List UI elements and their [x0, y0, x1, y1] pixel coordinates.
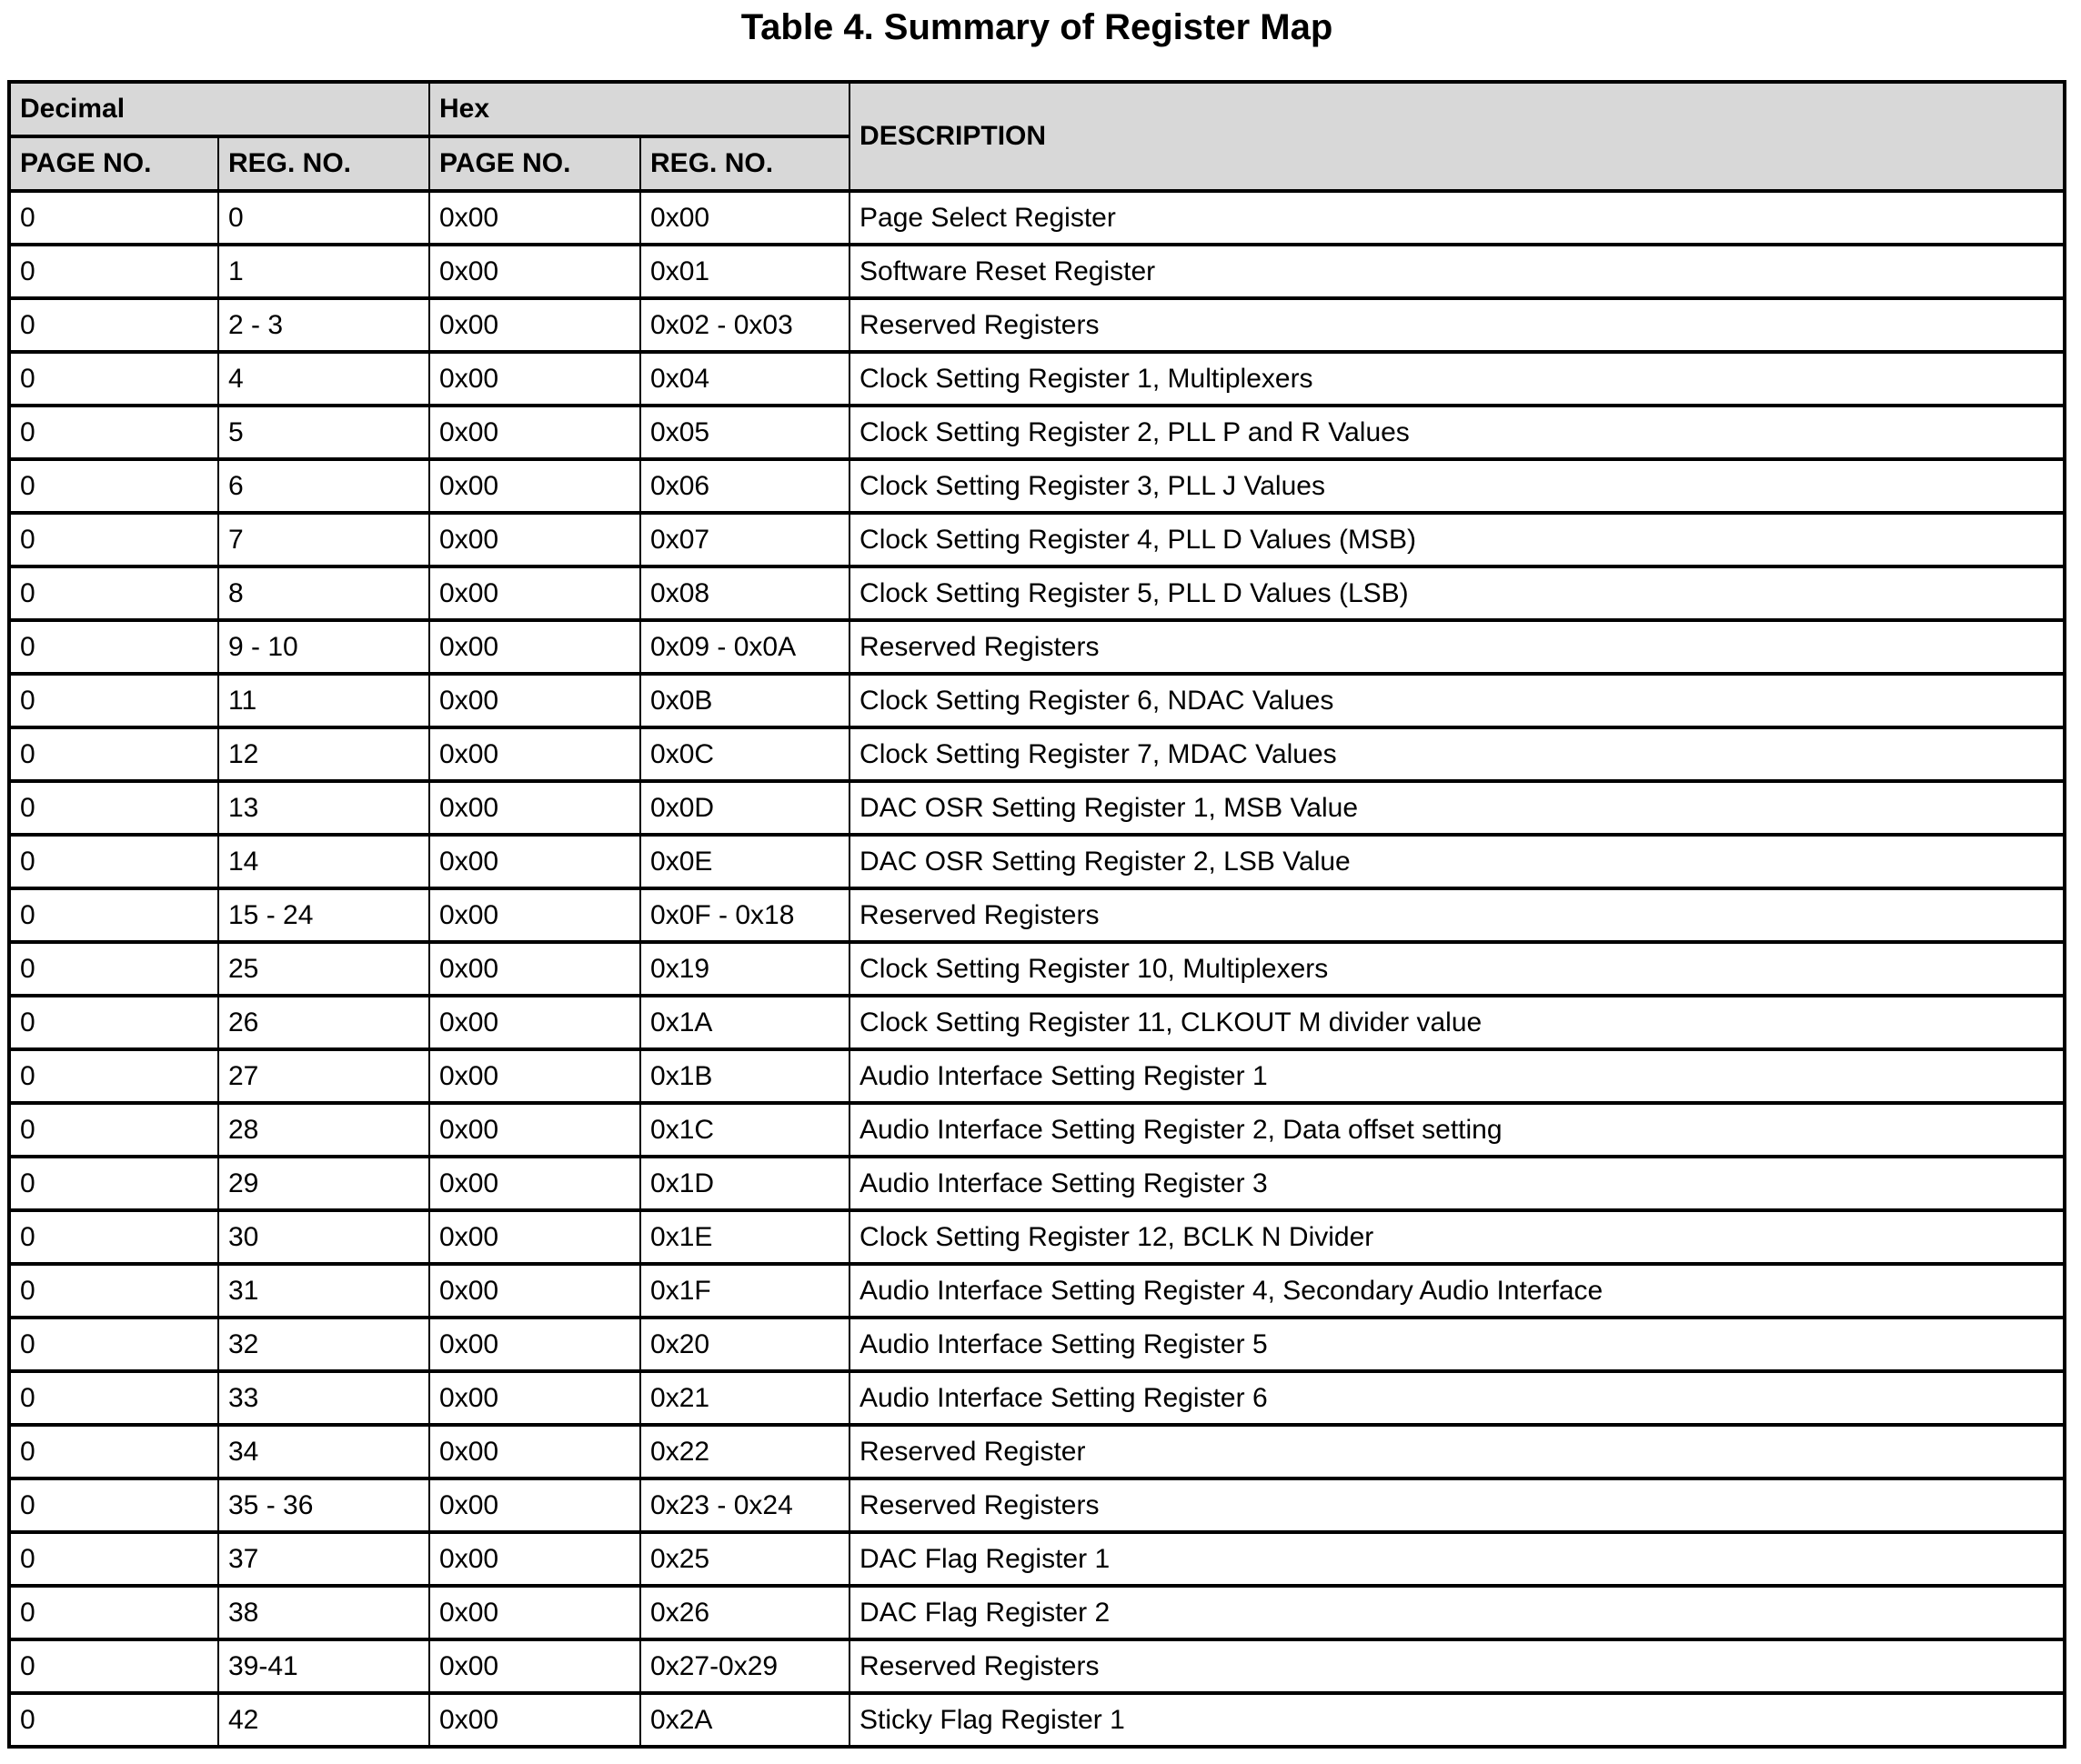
cell-decimal-reg-no: 37: [218, 1532, 429, 1586]
cell-hex-reg-no: 0x0E: [640, 835, 849, 888]
table-row: [9, 1264, 2065, 1318]
column-header-decimal-page-no: PAGE NO.: [9, 136, 218, 191]
cell-hex-reg-no: 0x25: [640, 1532, 849, 1586]
cell-decimal-reg-no: 39-41: [218, 1639, 429, 1693]
cell-decimal-page-no: 0: [9, 1264, 218, 1318]
table-row: [9, 352, 2065, 406]
cell-description: DAC OSR Setting Register 1, MSB Value: [849, 781, 2065, 835]
cell-description: Audio Interface Setting Register 3: [849, 1157, 2065, 1210]
table-row: [9, 1318, 2065, 1371]
cell-decimal-page-no: 0: [9, 352, 218, 406]
table-row: [9, 1425, 2065, 1478]
cell-hex-page-no: 0x00: [429, 996, 640, 1049]
cell-decimal-reg-no: 26: [218, 996, 429, 1049]
cell-hex-page-no: 0x00: [429, 1532, 640, 1586]
table-row: [9, 942, 2065, 996]
cell-hex-page-no: 0x00: [429, 459, 640, 513]
cell-hex-reg-no: 0x21: [640, 1371, 849, 1425]
cell-description: Clock Setting Register 4, PLL D Values (MSB): [849, 513, 2065, 566]
cell-description: Reserved Registers: [849, 888, 2065, 942]
cell-description: Reserved Registers: [849, 620, 2065, 674]
cell-hex-page-no: 0x00: [429, 888, 640, 942]
cell-hex-reg-no: 0x00: [640, 191, 849, 245]
cell-hex-reg-no: 0x02 - 0x03: [640, 298, 849, 352]
cell-decimal-page-no: 0: [9, 1693, 218, 1747]
cell-hex-page-no: 0x00: [429, 1586, 640, 1639]
cell-hex-reg-no: 0x1D: [640, 1157, 849, 1210]
cell-decimal-reg-no: 4: [218, 352, 429, 406]
cell-hex-reg-no: 0x1B: [640, 1049, 849, 1103]
cell-decimal-reg-no: 38: [218, 1586, 429, 1639]
cell-description: Clock Setting Register 6, NDAC Values: [849, 674, 2065, 727]
table-row: [9, 674, 2065, 727]
register-map-table: [7, 80, 2066, 1749]
cell-decimal-reg-no: 12: [218, 727, 429, 781]
table-row: [9, 1532, 2065, 1586]
cell-decimal-reg-no: 32: [218, 1318, 429, 1371]
cell-hex-reg-no: 0x1C: [640, 1103, 849, 1157]
cell-decimal-reg-no: 27: [218, 1049, 429, 1103]
table-title: Table 4. Summary of Register Map: [740, 7, 1333, 47]
cell-decimal-page-no: 0: [9, 1157, 218, 1210]
cell-description: Clock Setting Register 7, MDAC Values: [849, 727, 2065, 781]
cell-decimal-page-no: 0: [9, 1049, 218, 1103]
cell-hex-reg-no: 0x23 - 0x24: [640, 1478, 849, 1532]
cell-decimal-reg-no: 28: [218, 1103, 429, 1157]
cell-description: Sticky Flag Register 1: [849, 1693, 2065, 1747]
cell-description: Page Select Register: [849, 191, 2065, 245]
cell-decimal-reg-no: 33: [218, 1371, 429, 1425]
cell-hex-page-no: 0x00: [429, 727, 640, 781]
cell-description: Clock Setting Register 12, BCLK N Divider: [849, 1210, 2065, 1264]
cell-hex-reg-no: 0x20: [640, 1318, 849, 1371]
table-row: [9, 1049, 2065, 1103]
cell-decimal-page-no: 0: [9, 1532, 218, 1586]
cell-description: Software Reset Register: [849, 245, 2065, 298]
column-header-description: DESCRIPTION: [849, 82, 2065, 191]
cell-description: Audio Interface Setting Register 4, Secondary Audio Interface: [849, 1264, 2065, 1318]
cell-decimal-page-no: 0: [9, 513, 218, 566]
table-row: [9, 1478, 2065, 1532]
table-row: [9, 996, 2065, 1049]
cell-decimal-reg-no: 8: [218, 566, 429, 620]
column-group-decimal: Decimal: [9, 82, 429, 136]
cell-decimal-page-no: 0: [9, 298, 218, 352]
cell-hex-page-no: 0x00: [429, 835, 640, 888]
cell-hex-page-no: 0x00: [429, 620, 640, 674]
cell-description: Clock Setting Register 10, Multiplexers: [849, 942, 2065, 996]
cell-hex-page-no: 0x00: [429, 1639, 640, 1693]
cell-hex-page-no: 0x00: [429, 781, 640, 835]
table-row: [9, 566, 2065, 620]
table-row: [9, 1210, 2065, 1264]
cell-decimal-reg-no: 42: [218, 1693, 429, 1747]
cell-decimal-reg-no: 9 - 10: [218, 620, 429, 674]
cell-description: Clock Setting Register 3, PLL J Values: [849, 459, 2065, 513]
cell-description: Clock Setting Register 1, Multiplexers: [849, 352, 2065, 406]
cell-description: Clock Setting Register 2, PLL P and R Values: [849, 406, 2065, 459]
cell-hex-page-no: 0x00: [429, 1693, 640, 1747]
cell-decimal-reg-no: 11: [218, 674, 429, 727]
cell-decimal-reg-no: 15 - 24: [218, 888, 429, 942]
cell-description: Clock Setting Register 5, PLL D Values (LSB): [849, 566, 2065, 620]
table-row: [9, 620, 2065, 674]
cell-hex-reg-no: 0x1F: [640, 1264, 849, 1318]
table-row: [9, 459, 2065, 513]
cell-hex-page-no: 0x00: [429, 245, 640, 298]
column-header-hex-reg-no: REG. NO.: [640, 136, 849, 191]
table-body: [9, 191, 2065, 1747]
cell-description: Reserved Registers: [849, 1478, 2065, 1532]
table-row: [9, 406, 2065, 459]
cell-hex-page-no: 0x00: [429, 942, 640, 996]
cell-decimal-page-no: 0: [9, 620, 218, 674]
cell-decimal-page-no: 0: [9, 781, 218, 835]
cell-decimal-page-no: 0: [9, 1586, 218, 1639]
cell-hex-page-no: 0x00: [429, 513, 640, 566]
cell-decimal-reg-no: 34: [218, 1425, 429, 1478]
cell-decimal-reg-no: 6: [218, 459, 429, 513]
cell-hex-page-no: 0x00: [429, 1425, 640, 1478]
cell-decimal-reg-no: 7: [218, 513, 429, 566]
cell-description: Reserved Registers: [849, 1639, 2065, 1693]
cell-decimal-page-no: 0: [9, 1210, 218, 1264]
cell-hex-page-no: 0x00: [429, 191, 640, 245]
group-header-row: [9, 82, 2065, 136]
cell-hex-page-no: 0x00: [429, 406, 640, 459]
cell-hex-reg-no: 0x26: [640, 1586, 849, 1639]
cell-decimal-page-no: 0: [9, 1425, 218, 1478]
table-row: [9, 835, 2065, 888]
cell-description: DAC OSR Setting Register 2, LSB Value: [849, 835, 2065, 888]
cell-decimal-reg-no: 31: [218, 1264, 429, 1318]
cell-hex-reg-no: 0x0C: [640, 727, 849, 781]
table-row: [9, 888, 2065, 942]
cell-decimal-reg-no: 29: [218, 1157, 429, 1210]
cell-hex-reg-no: 0x2A: [640, 1693, 849, 1747]
table-row: [9, 1693, 2065, 1747]
cell-description: DAC Flag Register 1: [849, 1532, 2065, 1586]
cell-decimal-page-no: 0: [9, 888, 218, 942]
cell-hex-page-no: 0x00: [429, 1103, 640, 1157]
cell-description: Audio Interface Setting Register 5: [849, 1318, 2065, 1371]
cell-hex-reg-no: 0x06: [640, 459, 849, 513]
cell-hex-reg-no: 0x1E: [640, 1210, 849, 1264]
cell-hex-reg-no: 0x0F - 0x18: [640, 888, 849, 942]
cell-hex-page-no: 0x00: [429, 1318, 640, 1371]
table-row: [9, 1586, 2065, 1639]
table-row: [9, 191, 2065, 245]
cell-decimal-reg-no: 25: [218, 942, 429, 996]
cell-decimal-page-no: 0: [9, 1478, 218, 1532]
cell-decimal-page-no: 0: [9, 942, 218, 996]
table-row: [9, 513, 2065, 566]
cell-decimal-page-no: 0: [9, 996, 218, 1049]
cell-hex-reg-no: 0x01: [640, 245, 849, 298]
cell-decimal-reg-no: 35 - 36: [218, 1478, 429, 1532]
cell-hex-page-no: 0x00: [429, 298, 640, 352]
cell-hex-reg-no: 0x1A: [640, 996, 849, 1049]
table-row: [9, 298, 2065, 352]
table-row: [9, 245, 2065, 298]
cell-hex-reg-no: 0x09 - 0x0A: [640, 620, 849, 674]
cell-hex-page-no: 0x00: [429, 566, 640, 620]
cell-decimal-reg-no: 5: [218, 406, 429, 459]
cell-hex-page-no: 0x00: [429, 1157, 640, 1210]
cell-hex-reg-no: 0x08: [640, 566, 849, 620]
cell-decimal-reg-no: 0: [218, 191, 429, 245]
column-header-hex-page-no: PAGE NO.: [429, 136, 640, 191]
cell-hex-page-no: 0x00: [429, 352, 640, 406]
cell-decimal-page-no: 0: [9, 674, 218, 727]
column-group-hex: Hex: [429, 82, 849, 136]
cell-decimal-page-no: 0: [9, 1639, 218, 1693]
column-header-decimal-reg-no: REG. NO.: [218, 136, 429, 191]
cell-hex-reg-no: 0x22: [640, 1425, 849, 1478]
cell-hex-page-no: 0x00: [429, 1264, 640, 1318]
cell-decimal-reg-no: 14: [218, 835, 429, 888]
cell-hex-reg-no: 0x19: [640, 942, 849, 996]
cell-decimal-page-no: 0: [9, 1103, 218, 1157]
cell-decimal-page-no: 0: [9, 566, 218, 620]
cell-decimal-page-no: 0: [9, 459, 218, 513]
cell-decimal-reg-no: 30: [218, 1210, 429, 1264]
table-row: [9, 781, 2065, 835]
cell-hex-page-no: 0x00: [429, 1049, 640, 1103]
cell-description: Reserved Register: [849, 1425, 2065, 1478]
cell-hex-reg-no: 0x0D: [640, 781, 849, 835]
cell-decimal-page-no: 0: [9, 1371, 218, 1425]
table-row: [9, 1157, 2065, 1210]
cell-description: Clock Setting Register 11, CLKOUT M divider value: [849, 996, 2065, 1049]
cell-decimal-page-no: 0: [9, 727, 218, 781]
cell-hex-page-no: 0x00: [429, 1478, 640, 1532]
table-header: [9, 82, 2065, 191]
cell-hex-page-no: 0x00: [429, 1210, 640, 1264]
cell-decimal-page-no: 0: [9, 1318, 218, 1371]
cell-hex-page-no: 0x00: [429, 674, 640, 727]
cell-hex-reg-no: 0x04: [640, 352, 849, 406]
cell-description: Reserved Registers: [849, 298, 2065, 352]
cell-decimal-reg-no: 2 - 3: [218, 298, 429, 352]
cell-hex-reg-no: 0x05: [640, 406, 849, 459]
cell-description: Audio Interface Setting Register 6: [849, 1371, 2065, 1425]
cell-decimal-page-no: 0: [9, 245, 218, 298]
cell-decimal-page-no: 0: [9, 835, 218, 888]
cell-description: Audio Interface Setting Register 2, Data offset setting: [849, 1103, 2065, 1157]
table-row: [9, 1371, 2065, 1425]
table-row: [9, 1103, 2065, 1157]
cell-decimal-page-no: 0: [9, 406, 218, 459]
cell-description: DAC Flag Register 2: [849, 1586, 2065, 1639]
table-row: [9, 1639, 2065, 1693]
cell-hex-reg-no: 0x0B: [640, 674, 849, 727]
cell-decimal-reg-no: 13: [218, 781, 429, 835]
cell-hex-page-no: 0x00: [429, 1371, 640, 1425]
cell-hex-reg-no: 0x07: [640, 513, 849, 566]
cell-description: Audio Interface Setting Register 1: [849, 1049, 2065, 1103]
cell-hex-reg-no: 0x27-0x29: [640, 1639, 849, 1693]
table-row: [9, 727, 2065, 781]
cell-decimal-page-no: 0: [9, 191, 218, 245]
cell-decimal-reg-no: 1: [218, 245, 429, 298]
